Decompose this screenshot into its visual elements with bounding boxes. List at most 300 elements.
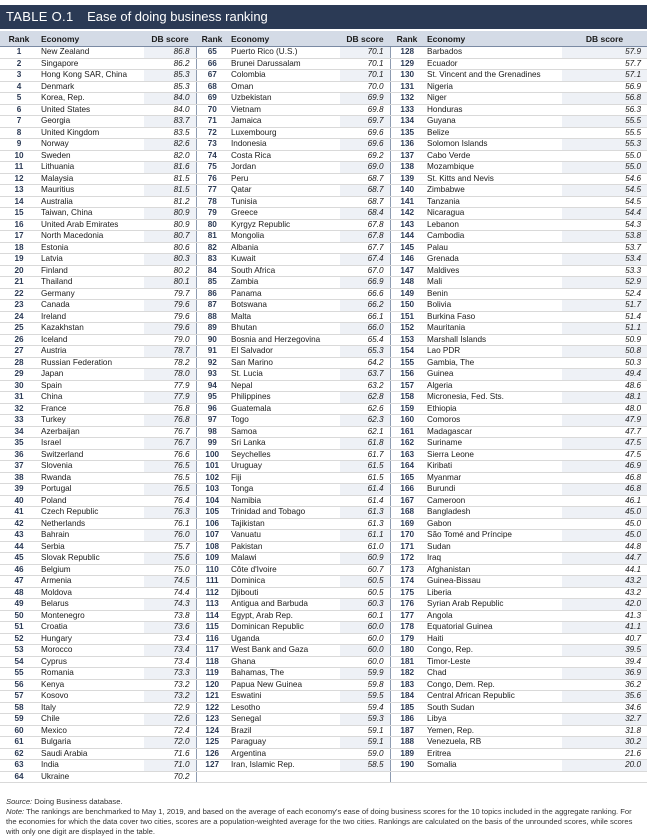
table-row xyxy=(0,461,647,473)
rank-cell: 158 xyxy=(390,392,424,404)
economy-cell: Romania xyxy=(38,668,144,680)
table-row xyxy=(0,449,647,461)
score-cell: 61.4 xyxy=(340,484,390,496)
score-cell: 79.7 xyxy=(144,288,196,300)
economy-cell: Equatorial Guinea xyxy=(424,622,562,634)
score-cell: 66.2 xyxy=(340,300,390,312)
score-cell: 75.6 xyxy=(144,553,196,565)
economy-cell: Malawi xyxy=(228,553,340,565)
economy-cell: Kazakhstan xyxy=(38,323,144,335)
rank-cell: 166 xyxy=(390,484,424,496)
economy-cell: Seychelles xyxy=(228,449,340,461)
score-cell: 45.0 xyxy=(562,507,647,519)
economy-cell: Belarus xyxy=(38,599,144,611)
rank-cell: 144 xyxy=(390,231,424,243)
score-cell: 36.9 xyxy=(562,668,647,680)
economy-cell: Oman xyxy=(228,81,340,93)
economy-cell: Fiji xyxy=(228,472,340,484)
score-cell: 76.5 xyxy=(144,461,196,473)
score-cell: 63.2 xyxy=(340,380,390,392)
economy-cell: Nicaragua xyxy=(424,208,562,220)
score-cell: 65.4 xyxy=(340,334,390,346)
table-row xyxy=(0,679,647,691)
economy-cell: Czech Republic xyxy=(38,507,144,519)
source-text: Doing Business database. xyxy=(34,797,123,806)
score-header: DB score xyxy=(144,31,196,47)
rank-cell: 81 xyxy=(196,231,228,243)
rank-cell: 150 xyxy=(390,300,424,312)
score-header: DB score xyxy=(340,31,390,47)
economy-cell: Guatemala xyxy=(228,403,340,415)
rank-cell: 151 xyxy=(390,311,424,323)
rank-cell: 82 xyxy=(196,242,228,254)
rank-cell: 55 xyxy=(0,668,38,680)
economy-cell: Benin xyxy=(424,288,562,300)
score-cell: 60.5 xyxy=(340,587,390,599)
economy-cell: Trinidad and Tobago xyxy=(228,507,340,519)
score-cell: 76.7 xyxy=(144,426,196,438)
table-row xyxy=(0,714,647,726)
score-cell: 85.3 xyxy=(144,70,196,82)
score-cell: 82.6 xyxy=(144,139,196,151)
economy-cell: Canada xyxy=(38,300,144,312)
rank-cell: 124 xyxy=(196,725,228,737)
economy-cell: Congo, Rep. xyxy=(424,645,562,657)
score-cell: 51.7 xyxy=(562,300,647,312)
economy-cell: St. Kitts and Nevis xyxy=(424,173,562,185)
economy-cell: Paraguay xyxy=(228,737,340,749)
economy-cell: Armenia xyxy=(38,576,144,588)
table-row xyxy=(0,725,647,737)
rank-cell: 35 xyxy=(0,438,38,450)
economy-cell: Sri Lanka xyxy=(228,438,340,450)
rank-cell xyxy=(390,771,424,783)
rank-cell: 171 xyxy=(390,541,424,553)
score-cell: 80.9 xyxy=(144,219,196,231)
rank-cell: 142 xyxy=(390,208,424,220)
rank-cell: 95 xyxy=(196,392,228,404)
rank-cell: 16 xyxy=(0,219,38,231)
rank-cell: 39 xyxy=(0,484,38,496)
rank-cell: 109 xyxy=(196,553,228,565)
economy-cell: Eswatini xyxy=(228,691,340,703)
rank-cell: 105 xyxy=(196,507,228,519)
rank-cell: 175 xyxy=(390,587,424,599)
economy-cell: New Zealand xyxy=(38,47,144,59)
table-row xyxy=(0,691,647,703)
score-cell: 61.3 xyxy=(340,507,390,519)
score-cell: 47.5 xyxy=(562,449,647,461)
table-row xyxy=(0,93,647,105)
economy-cell: Peru xyxy=(228,173,340,185)
score-cell: 59.9 xyxy=(340,668,390,680)
score-cell: 48.0 xyxy=(562,403,647,415)
economy-cell: Eritrea xyxy=(424,748,562,760)
rank-cell: 120 xyxy=(196,679,228,691)
score-cell: 66.0 xyxy=(340,323,390,335)
economy-cell: Taiwan, China xyxy=(38,208,144,220)
economy-header: Economy xyxy=(228,31,340,47)
rank-cell: 180 xyxy=(390,645,424,657)
economy-cell: Qatar xyxy=(228,185,340,197)
economy-cell: Spain xyxy=(38,380,144,392)
score-cell: 79.0 xyxy=(144,334,196,346)
score-cell: 54.6 xyxy=(562,173,647,185)
score-cell: 59.3 xyxy=(340,714,390,726)
table-row xyxy=(0,530,647,542)
economy-cell: India xyxy=(38,760,144,772)
score-cell: 32.7 xyxy=(562,714,647,726)
score-cell: 55.5 xyxy=(562,116,647,128)
table-row xyxy=(0,70,647,82)
economy-cell: Austria xyxy=(38,346,144,358)
score-cell: 60.3 xyxy=(340,599,390,611)
score-cell: 47.7 xyxy=(562,426,647,438)
score-cell: 59.4 xyxy=(340,702,390,714)
economy-cell: Bangladesh xyxy=(424,507,562,519)
economy-cell: Malta xyxy=(228,311,340,323)
rank-cell: 137 xyxy=(390,150,424,162)
economy-cell: Bhutan xyxy=(228,323,340,335)
economy-cell: Côte d'Ivoire xyxy=(228,564,340,576)
economy-cell: Somalia xyxy=(424,760,562,772)
rank-cell: 147 xyxy=(390,265,424,277)
economy-cell: Mali xyxy=(424,277,562,289)
rank-cell: 129 xyxy=(390,58,424,70)
economy-cell: Australia xyxy=(38,196,144,208)
score-cell: 76.7 xyxy=(144,438,196,450)
rank-cell: 130 xyxy=(390,70,424,82)
score-cell: 60.0 xyxy=(340,633,390,645)
economy-cell: Korea, Rep. xyxy=(38,93,144,105)
rank-cell: 5 xyxy=(0,93,38,105)
table-row xyxy=(0,208,647,220)
economy-cell: Palau xyxy=(424,242,562,254)
table-title: Ease of doing business ranking xyxy=(87,9,268,24)
score-cell: 55.5 xyxy=(562,127,647,139)
score-cell: 46.9 xyxy=(562,461,647,473)
rank-cell: 125 xyxy=(196,737,228,749)
economy-cell: Barbados xyxy=(424,47,562,59)
score-cell: 69.7 xyxy=(340,116,390,128)
score-cell: 57.7 xyxy=(562,58,647,70)
economy-cell: Bosnia and Herzegovina xyxy=(228,334,340,346)
score-cell: 76.8 xyxy=(144,415,196,427)
score-cell: 69.2 xyxy=(340,150,390,162)
rank-cell: 33 xyxy=(0,415,38,427)
score-cell: 45.0 xyxy=(562,518,647,530)
rank-cell: 132 xyxy=(390,93,424,105)
score-cell: 62.8 xyxy=(340,392,390,404)
score-cell: 46.8 xyxy=(562,472,647,484)
economy-cell: Turkey xyxy=(38,415,144,427)
score-cell: 67.7 xyxy=(340,242,390,254)
rank-cell: 160 xyxy=(390,415,424,427)
economy-cell: Tanzania xyxy=(424,196,562,208)
rank-cell: 155 xyxy=(390,357,424,369)
table-row xyxy=(0,656,647,668)
score-cell: 41.1 xyxy=(562,622,647,634)
economy-cell: Serbia xyxy=(38,541,144,553)
economy-cell: Uganda xyxy=(228,633,340,645)
rank-cell: 51 xyxy=(0,622,38,634)
score-cell: 69.0 xyxy=(340,162,390,174)
score-cell: 72.9 xyxy=(144,702,196,714)
economy-cell: Yemen, Rep. xyxy=(424,725,562,737)
economy-cell: Madagascar xyxy=(424,426,562,438)
score-cell: 60.7 xyxy=(340,564,390,576)
economy-cell: Israel xyxy=(38,438,144,450)
rank-cell: 80 xyxy=(196,219,228,231)
score-cell: 73.3 xyxy=(144,668,196,680)
table-row xyxy=(0,403,647,415)
table-row xyxy=(0,265,647,277)
economy-cell: Tonga xyxy=(228,484,340,496)
economy-cell: Lao PDR xyxy=(424,346,562,358)
score-cell: 60.0 xyxy=(340,656,390,668)
economy-cell: Bahrain xyxy=(38,530,144,542)
rank-cell: 84 xyxy=(196,265,228,277)
rank-cell: 93 xyxy=(196,369,228,381)
economy-cell: Grenada xyxy=(424,254,562,266)
rank-cell: 103 xyxy=(196,484,228,496)
rank-header: Rank xyxy=(0,31,38,47)
economy-cell: Iceland xyxy=(38,334,144,346)
economy-cell: Saudi Arabia xyxy=(38,748,144,760)
rank-cell: 47 xyxy=(0,576,38,588)
score-cell xyxy=(562,771,647,783)
rank-cell: 153 xyxy=(390,334,424,346)
rank-cell: 189 xyxy=(390,748,424,760)
rank-cell: 115 xyxy=(196,622,228,634)
table-row xyxy=(0,219,647,231)
score-cell: 62.3 xyxy=(340,415,390,427)
rank-cell: 100 xyxy=(196,449,228,461)
rank-cell: 185 xyxy=(390,702,424,714)
economy-cell: Ghana xyxy=(228,656,340,668)
table-row xyxy=(0,173,647,185)
rank-cell: 10 xyxy=(0,150,38,162)
table-row xyxy=(0,576,647,588)
rank-cell: 91 xyxy=(196,346,228,358)
note-label: Note: xyxy=(6,807,25,816)
rank-cell: 32 xyxy=(0,403,38,415)
score-cell: 80.3 xyxy=(144,254,196,266)
economy-cell: Suriname xyxy=(424,438,562,450)
table-row xyxy=(0,507,647,519)
score-cell: 72.0 xyxy=(144,737,196,749)
rank-cell: 134 xyxy=(390,116,424,128)
economy-cell: Philippines xyxy=(228,392,340,404)
rank-cell: 173 xyxy=(390,564,424,576)
rank-cell: 7 xyxy=(0,116,38,128)
economy-cell: St. Lucia xyxy=(228,369,340,381)
score-cell: 70.1 xyxy=(340,58,390,70)
rank-cell: 163 xyxy=(390,449,424,461)
score-cell: 46.1 xyxy=(562,495,647,507)
rank-cell: 71 xyxy=(196,116,228,128)
score-cell: 70.2 xyxy=(144,771,196,783)
table-row xyxy=(0,323,647,335)
rank-cell: 143 xyxy=(390,219,424,231)
economy-cell: Syrian Arab Republic xyxy=(424,599,562,611)
score-cell: 74.4 xyxy=(144,587,196,599)
economy-cell: South Sudan xyxy=(424,702,562,714)
economy-cell: Samoa xyxy=(228,426,340,438)
economy-cell: Malaysia xyxy=(38,173,144,185)
economy-cell: Guinea xyxy=(424,369,562,381)
economy-cell: Cambodia xyxy=(424,231,562,243)
score-cell: 61.5 xyxy=(340,461,390,473)
economy-cell: Indonesia xyxy=(228,139,340,151)
score-cell: 46.8 xyxy=(562,484,647,496)
score-cell: 76.5 xyxy=(144,472,196,484)
rank-cell: 48 xyxy=(0,587,38,599)
economy-header: Economy xyxy=(424,31,562,47)
rank-cell: 123 xyxy=(196,714,228,726)
rank-cell: 78 xyxy=(196,196,228,208)
table-row xyxy=(0,484,647,496)
score-cell: 68.7 xyxy=(340,173,390,185)
rank-cell: 50 xyxy=(0,610,38,622)
economy-cell: Slovak Republic xyxy=(38,553,144,565)
score-cell: 79.6 xyxy=(144,300,196,312)
rank-cell: 38 xyxy=(0,472,38,484)
economy-cell: Dominican Republic xyxy=(228,622,340,634)
score-cell: 76.4 xyxy=(144,495,196,507)
table-row xyxy=(0,541,647,553)
economy-cell: Kenya xyxy=(38,679,144,691)
economy-cell: St. Vincent and the Grenadines xyxy=(424,70,562,82)
score-cell: 39.4 xyxy=(562,656,647,668)
score-cell: 60.5 xyxy=(340,576,390,588)
economy-cell: Colombia xyxy=(228,70,340,82)
score-cell: 62.6 xyxy=(340,403,390,415)
rank-cell: 114 xyxy=(196,610,228,622)
score-cell: 65.3 xyxy=(340,346,390,358)
table-title-bar xyxy=(0,5,647,29)
score-cell: 76.1 xyxy=(144,518,196,530)
rank-cell: 146 xyxy=(390,254,424,266)
rank-cell: 97 xyxy=(196,415,228,427)
economy-cell: Botswana xyxy=(228,300,340,312)
score-cell: 43.2 xyxy=(562,576,647,588)
rank-cell: 96 xyxy=(196,403,228,415)
economy-cell: Denmark xyxy=(38,81,144,93)
rank-cell: 94 xyxy=(196,380,228,392)
score-cell: 76.6 xyxy=(144,449,196,461)
rank-cell: 14 xyxy=(0,196,38,208)
rank-cell: 181 xyxy=(390,656,424,668)
table-footer xyxy=(6,797,642,837)
rank-cell: 65 xyxy=(196,47,228,59)
table-row xyxy=(0,369,647,381)
score-cell: 53.8 xyxy=(562,231,647,243)
table-row xyxy=(0,748,647,760)
score-cell: 80.6 xyxy=(144,242,196,254)
rank-cell: 83 xyxy=(196,254,228,266)
rank-cell: 172 xyxy=(390,553,424,565)
score-cell: 61.0 xyxy=(340,541,390,553)
score-cell: 57.1 xyxy=(562,70,647,82)
rank-cell: 41 xyxy=(0,507,38,519)
rank-cell: 113 xyxy=(196,599,228,611)
score-cell: 51.4 xyxy=(562,311,647,323)
score-cell: 61.8 xyxy=(340,438,390,450)
economy-cell: Dominica xyxy=(228,576,340,588)
rank-cell: 119 xyxy=(196,668,228,680)
rank-cell: 18 xyxy=(0,242,38,254)
economy-cell: Portugal xyxy=(38,484,144,496)
score-cell: 84.0 xyxy=(144,93,196,105)
economy-cell: Libya xyxy=(424,714,562,726)
score-cell: 81.2 xyxy=(144,196,196,208)
rank-cell: 161 xyxy=(390,426,424,438)
economy-cell: Japan xyxy=(38,369,144,381)
score-cell: 58.5 xyxy=(340,760,390,772)
rank-cell: 164 xyxy=(390,461,424,473)
economy-cell: Comoros xyxy=(424,415,562,427)
rank-cell: 106 xyxy=(196,518,228,530)
rank-cell: 177 xyxy=(390,610,424,622)
score-cell: 51.1 xyxy=(562,323,647,335)
rank-cell: 75 xyxy=(196,162,228,174)
score-cell: 70.1 xyxy=(340,70,390,82)
economy-cell: Uruguay xyxy=(228,461,340,473)
rank-cell: 63 xyxy=(0,760,38,772)
economy-cell: Lesotho xyxy=(228,702,340,714)
rank-cell: 58 xyxy=(0,702,38,714)
rank-cell: 168 xyxy=(390,507,424,519)
score-cell: 36.2 xyxy=(562,679,647,691)
score-cell: 56.9 xyxy=(562,81,647,93)
economy-cell: Belgium xyxy=(38,564,144,576)
rank-cell: 87 xyxy=(196,300,228,312)
rank-cell: 72 xyxy=(196,127,228,139)
rank-cell: 36 xyxy=(0,449,38,461)
score-cell xyxy=(340,771,390,783)
economy-cell: Poland xyxy=(38,495,144,507)
rank-cell: 121 xyxy=(196,691,228,703)
economy-cell: Gambia, The xyxy=(424,357,562,369)
rank-cell: 159 xyxy=(390,403,424,415)
rank-cell: 152 xyxy=(390,323,424,335)
rank-cell: 21 xyxy=(0,277,38,289)
rank-cell: 49 xyxy=(0,599,38,611)
table-row xyxy=(0,277,647,289)
economy-cell: Costa Rica xyxy=(228,150,340,162)
score-cell: 67.0 xyxy=(340,265,390,277)
table-row xyxy=(0,771,647,783)
rank-cell: 117 xyxy=(196,645,228,657)
economy-cell: Panama xyxy=(228,288,340,300)
rank-cell: 40 xyxy=(0,495,38,507)
table-row xyxy=(0,357,647,369)
economy-cell: Belize xyxy=(424,127,562,139)
table-row xyxy=(0,495,647,507)
score-cell: 86.2 xyxy=(144,58,196,70)
table-row xyxy=(0,760,647,772)
rank-cell: 6 xyxy=(0,104,38,116)
rank-cell: 24 xyxy=(0,311,38,323)
rank-cell: 101 xyxy=(196,461,228,473)
economy-cell: Papua New Guinea xyxy=(228,679,340,691)
rank-cell: 45 xyxy=(0,553,38,565)
economy-cell: Kosovo xyxy=(38,691,144,703)
table-row xyxy=(0,553,647,565)
rank-cell: 88 xyxy=(196,311,228,323)
economy-cell: West Bank and Gaza xyxy=(228,645,340,657)
